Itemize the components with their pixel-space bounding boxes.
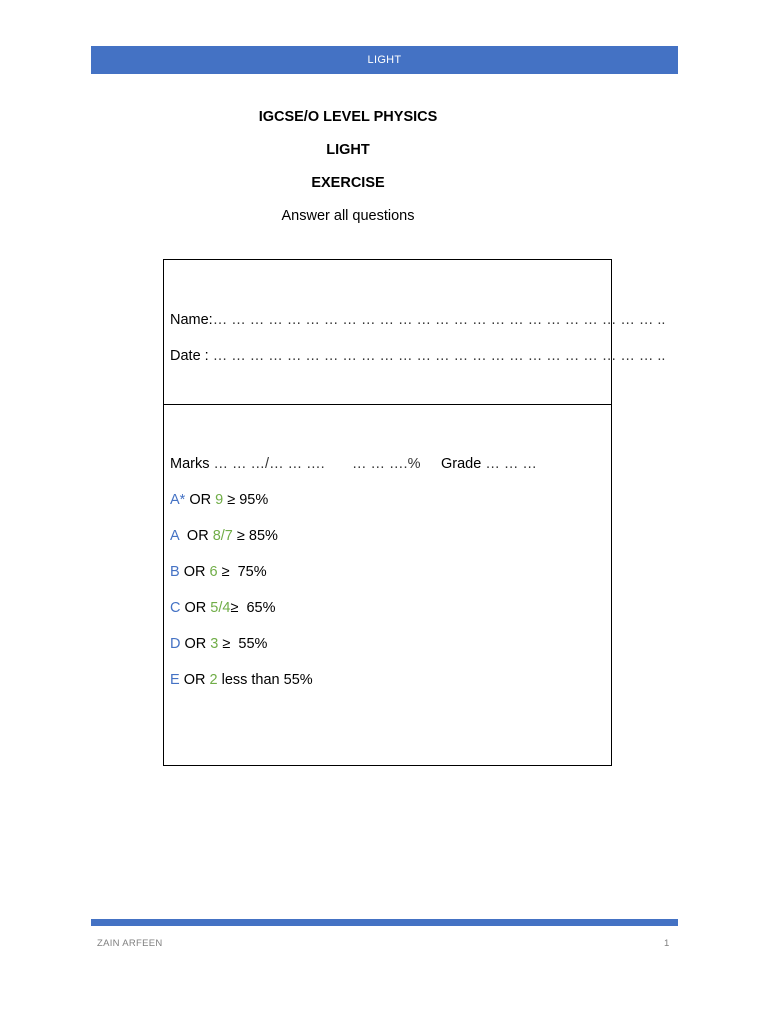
grade-or: OR: [180, 600, 211, 616]
topic-title: LIGHT: [326, 142, 370, 158]
grade-letter: B: [170, 564, 180, 580]
grade-or: OR: [179, 672, 210, 688]
grade-number: 6: [209, 564, 218, 580]
name-field[interactable]: [170, 312, 665, 328]
name-label: Name:: [170, 312, 213, 328]
grade-row: [170, 492, 268, 508]
grade-letter: A*: [170, 492, 186, 508]
grade-row: [170, 672, 313, 688]
grade-number: 8/7: [212, 528, 233, 544]
percent-blank-text: … … ….%: [352, 456, 421, 472]
grade-line: [441, 456, 537, 472]
grade-number: 5/4: [210, 600, 231, 616]
grade-condition: ≥ 95%: [223, 492, 269, 508]
grade-or: OR: [179, 564, 210, 580]
grade-number: 9: [215, 492, 224, 508]
grade-number: 3: [210, 636, 219, 652]
grade-condition: ≥ 75%: [217, 564, 267, 580]
grade-condition: ≥ 65%: [230, 600, 276, 616]
student-info-box: [163, 259, 666, 766]
grade-condition: less than 55%: [217, 672, 313, 688]
grade-condition: ≥ 55%: [218, 636, 268, 652]
exercise-title: EXERCISE: [311, 175, 385, 191]
marks-blank[interactable]: … … …/… … ….: [213, 456, 325, 472]
page-number: 1: [664, 938, 670, 949]
date-field[interactable]: [170, 348, 665, 364]
grade-row: [170, 600, 276, 616]
grade-letter: C: [170, 600, 181, 616]
marks-label: Marks: [170, 456, 214, 472]
grade-or: OR: [178, 528, 213, 544]
grade-row: [170, 528, 278, 544]
page-footer-bar: [91, 919, 678, 926]
instruction-text: Answer all questions: [281, 208, 415, 224]
grade-letter: A: [170, 528, 179, 544]
grade-condition: ≥ 85%: [232, 528, 278, 544]
grade-number: 2: [209, 672, 218, 688]
date-blank: … … … … … … … … … … … … … … … … … … … … … … … … ..: [212, 348, 666, 364]
grade-or: OR: [185, 492, 216, 508]
page-header-bar: [91, 46, 678, 74]
grade-label: Grade: [441, 456, 486, 472]
grade-or: OR: [180, 636, 211, 652]
percent-blank[interactable]: [352, 456, 420, 472]
grade-letter: E: [170, 672, 180, 688]
date-label: Date :: [170, 348, 213, 364]
grade-letter: D: [170, 636, 181, 652]
grade-row: [170, 636, 267, 652]
grade-row: [170, 564, 267, 580]
name-blank: … … … … … … … … … … … … … … … … … … … … … … … … ..: [212, 312, 666, 328]
header-label: LIGHT: [367, 54, 402, 66]
grade-blank[interactable]: … … …: [485, 456, 537, 472]
marks-line: [170, 456, 325, 472]
footer-author: ZAIN ARFEEN: [97, 938, 163, 949]
subject-title: IGCSE/O LEVEL PHYSICS: [258, 109, 438, 125]
section-divider: [164, 404, 611, 405]
